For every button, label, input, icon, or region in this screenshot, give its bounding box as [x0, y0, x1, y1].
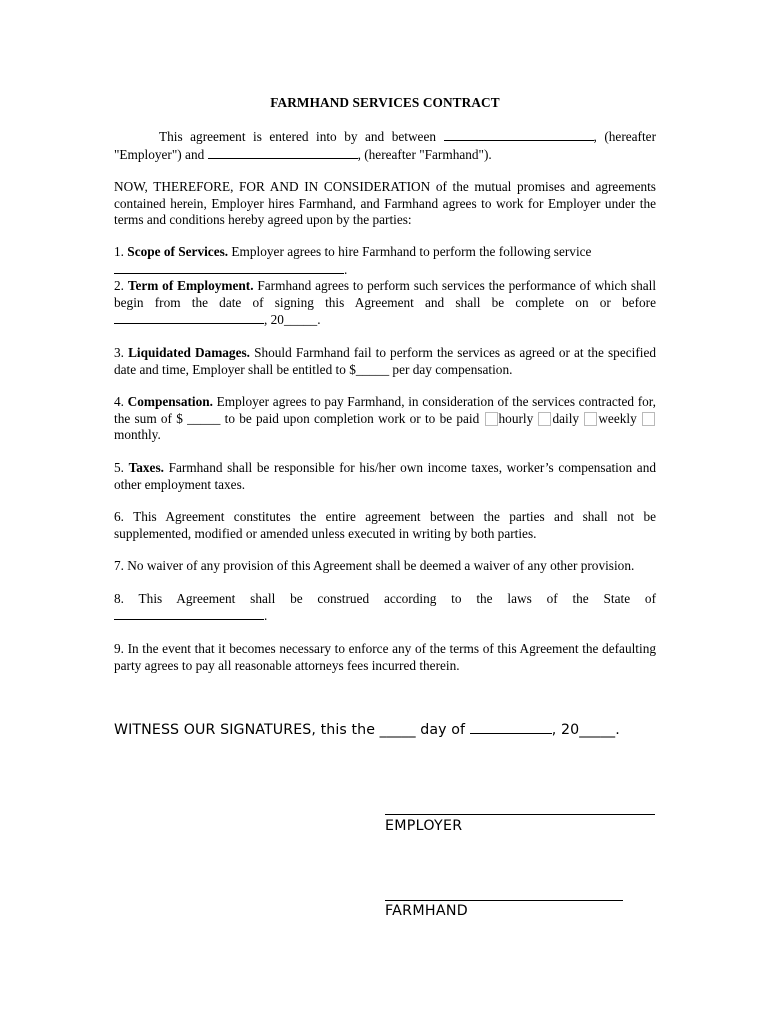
farmhand-signature-label: FARMHAND	[385, 903, 468, 919]
intro-text-2: , (hereafter "Employer") and	[114, 129, 657, 162]
weekly-checkbox[interactable]	[584, 412, 597, 426]
clause-liquidated-damages	[114, 345, 656, 378]
weekly-label: weekly	[598, 410, 637, 426]
clause-number: 5.	[114, 460, 129, 475]
employer-signature-label: EMPLOYER	[385, 818, 463, 834]
hourly-checkbox[interactable]	[485, 412, 498, 426]
daily-checkbox[interactable]	[538, 412, 551, 426]
clause-heading: Taxes.	[128, 460, 164, 475]
clause-heading: Scope of Services.	[127, 244, 229, 259]
clause-tail: .	[344, 261, 348, 277]
clause-governing-law-line	[114, 607, 656, 625]
recital-paragraph: NOW, THEREFORE, FOR AND IN CONSIDERATION of the mutual promises and agreements contained herein, Employer hires Farmhand, and Farmhand agrees to work for Employer under the terms and conditions hereby agreed upon by the parties:	[114, 179, 656, 227]
clause-number: 4.	[114, 394, 128, 409]
service-description-blank[interactable]	[114, 261, 344, 274]
clause-term-of-employment	[114, 278, 656, 329]
witness-text-2: , 20_____.	[551, 722, 620, 738]
clause-governing-law: 8. This Agreement shall be construed according to the laws of the State of	[114, 591, 656, 606]
clause-text: Employer agrees to pay Farmhand, in consideration of the services contracted for, the sum of $ _____ to be paid upon completion work or to be paid	[114, 394, 657, 426]
intro-text-1: This agreement is entered into by and between	[159, 129, 444, 144]
clause-entire-agreement: 6. This Agreement constitutes the entire agreement between the parties and shall not be supplemented, modified or amended unless executed in writing by both parties.	[114, 509, 656, 541]
clause-number: 1.	[114, 244, 128, 259]
hourly-label: hourly	[498, 410, 534, 426]
clause-heading: Liquidated Damages.	[128, 345, 250, 360]
clause-tail: .	[264, 608, 268, 623]
clause-compensation	[114, 394, 656, 444]
monthly-checkbox[interactable]	[642, 412, 655, 426]
clause-no-waiver: 7. No waiver of any provision of this Agreement shall be deemed a waiver of any other provision.	[114, 558, 635, 573]
clause-number: 3.	[114, 345, 129, 360]
document-title: FARMHAND SERVICES CONTRACT	[270, 95, 500, 110]
clause-heading: Compensation.	[127, 394, 213, 409]
intro-paragraph	[114, 128, 656, 163]
clause-tail: , 20_____.	[264, 312, 321, 327]
intro-text-3: , (hereafter "Farmhand").	[357, 146, 492, 162]
monthly-label: monthly.	[114, 427, 161, 442]
daily-label: daily	[552, 410, 580, 426]
clause-taxes	[114, 460, 656, 493]
clause-text: Farmhand agrees to perform such services the performance of which shall begin from the date of signing this Agreement and shall be complete on or before	[114, 278, 657, 310]
witness-text-1: WITNESS OUR SIGNATURES, this the _____ day of	[114, 722, 470, 738]
employer-signature-line[interactable]	[385, 814, 655, 815]
employer-name-blank[interactable]	[444, 128, 594, 141]
clause-scope-of-services	[114, 244, 656, 278]
clause-text: Farmhand shall be responsible for his/her own income taxes, worker’s compensation and other employment taxes.	[114, 460, 656, 492]
clause-heading: Term of Employment.	[127, 278, 254, 293]
clause-enforcement: 9. In the event that it becomes necessary to enforce any of the terms of this Agreement the defaulting party agrees to pay all reasonable attorneys fees incurred therein.	[114, 641, 656, 673]
farmhand-signature-line[interactable]	[385, 900, 623, 901]
clause-number: 2.	[114, 278, 128, 293]
witness-line	[114, 720, 620, 739]
completion-date-blank[interactable]	[114, 311, 264, 324]
state-name-blank[interactable]	[114, 607, 264, 620]
clause-text: Should Farmhand fail to perform the services as agreed or at the specified date and time, Employer shall be entitled to $_____ per day compensation.	[114, 345, 657, 377]
witness-month-blank[interactable]	[470, 720, 552, 734]
clause-text: Employer agrees to hire Farmhand to perform the following service	[228, 244, 592, 259]
farmhand-name-blank[interactable]	[208, 146, 358, 159]
